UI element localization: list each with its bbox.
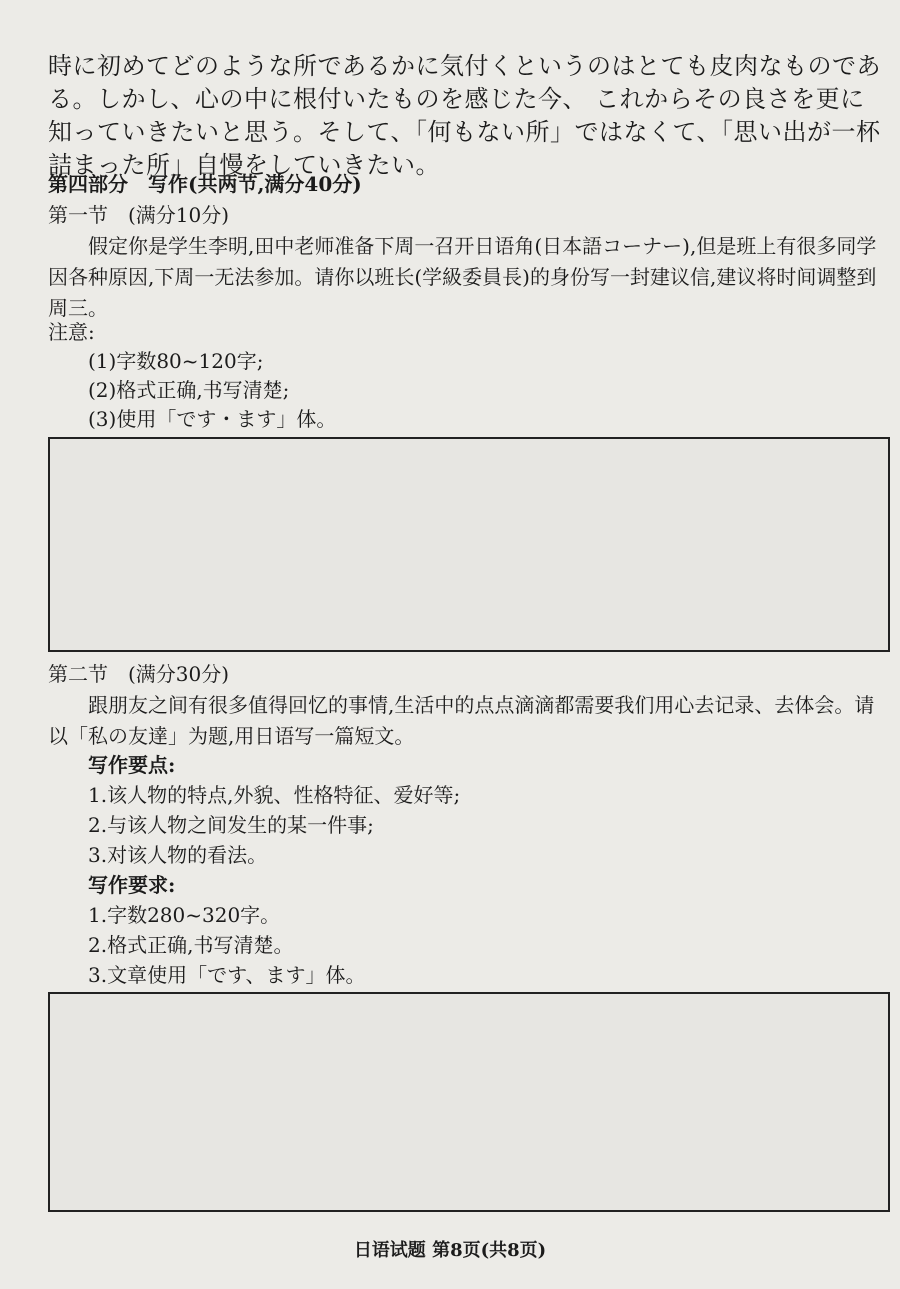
part1-heading: 第一节 (满分10分): [48, 203, 230, 227]
point-item: 3.对该人物的看法。: [88, 843, 268, 867]
part2-heading: 第二节 (满分30分): [48, 662, 230, 686]
page-footer: 日语试题 第8页(共8页): [353, 1240, 547, 1261]
japanese-passage-end: 時に初めてどのような所であるかに気付くというのはとても皮肉なものである。しかし、心の中に根付いたものを感じた今、 これからその良さを更に知っていきたいと思う。そして、「何もない所」ではなくて、「思い出が一杯詰まった所」自慢をしていきたい。: [48, 52, 881, 179]
note-item: (3)使用「です・ます」体。: [88, 407, 337, 431]
part1-prompt: 假定你是学生李明,田中老师准备下周一召开日语角(日本語コーナー),但是班上有很多同学因各种原因,下周一无法参加。请你以班长(学級委員長)的身份写一封建议信,建议将时间调整到周三。: [48, 234, 877, 320]
point-item: 1.该人物的特点,外貌、性格特征、爱好等;: [88, 783, 461, 807]
section-heading: 第四部分 写作(共两节,满分40分): [48, 172, 362, 196]
requirement-item: 3.文章使用「です、ます」体。: [88, 963, 366, 987]
note-item: (2)格式正确,书写清楚;: [88, 378, 290, 402]
requirement-item: 2.格式正确,书写清楚。: [88, 933, 294, 957]
point-item: 2.与该人物之间发生的某一件事;: [88, 813, 374, 837]
part2-prompt: 跟朋友之间有很多值得回忆的事情,生活中的点点滴滴都需要我们用心去记录、去体会。请以「私の友達」为题,用日语写一篇短文。: [48, 693, 875, 748]
note-item: (1)字数80~120字;: [88, 349, 264, 373]
answer-box-part1[interactable]: [48, 437, 890, 652]
answer-box-part2[interactable]: [48, 992, 890, 1212]
points-title: 写作要点:: [88, 753, 176, 777]
requirements-title: 写作要求:: [88, 873, 176, 897]
requirement-item: 1.字数280~320字。: [88, 903, 281, 927]
notes-title: 注意:: [48, 320, 95, 344]
